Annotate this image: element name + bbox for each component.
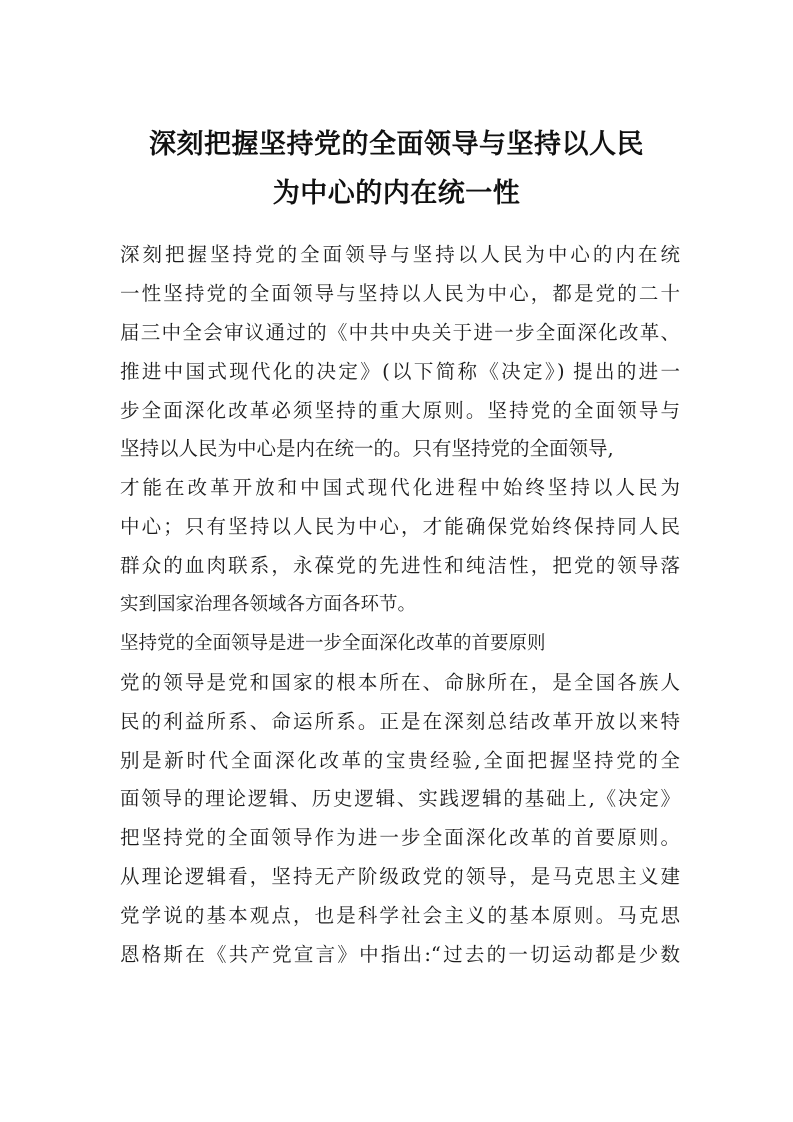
body-line: 才能在改革开放和中国式现代化进程中始终坚持以人民为 (120, 476, 680, 500)
body-line: 群众的血肉联系，永葆党的先进性和纯洁性，把党的领导落 (120, 554, 680, 578)
body-line: 恩格斯在《共产党宣言》中指出:“过去的一切运动都是少数 (120, 943, 680, 967)
document-title-line-1: 深刻把握坚持党的全面领导与坚持以人民 (149, 129, 644, 160)
body-line: 深刻把握坚持党的全面领导与坚持以人民为中心的内在统 (120, 243, 680, 266)
body-line: 党的领导是党和国家的根本所在、命脉所在，是全国各族人 (120, 670, 680, 694)
body-line: 面领导的理论逻辑、历史逻辑、实践逻辑的基础上,《决定》 (120, 787, 680, 811)
body-line: 坚持以人民为中心是内在统一的。只有坚持党的全面领导, (120, 437, 614, 461)
body-line: 推进中国式现代化的决定》(以下简称《决定》) 提出的进一 (120, 359, 680, 383)
body-line: 届三中全会审议通过的《中共中央关于进一步全面深化改革、 (120, 320, 680, 344)
body-line: 把坚持党的全面领导作为进一步全面深化改革的首要原则。 (120, 826, 680, 850)
body-line: 步全面深化改革必须坚持的重大原则。坚持党的全面领导与 (120, 398, 680, 422)
document-title-line-2: 为中心的内在统一性 (272, 178, 521, 209)
body-line: 实到国家治理各领域各方面各环节。 (120, 594, 417, 616)
body-line: 一性坚持党的全面领导与坚持以人民为中心，都是党的二十 (120, 281, 680, 305)
body-line: 民的利益所系、命运所系。正是在深刻总结改革开放以来特 (120, 709, 680, 733)
body-line: 中心；只有坚持以人民为中心，才能确保党始终保持同人民 (120, 515, 680, 539)
body-line: 别是新时代全面深化改革的宝贵经验,全面把握坚持党的全 (120, 748, 680, 772)
document-body (120, 236, 680, 975)
body-line: 党学说的基本观点，也是科学社会主义的基本原则。马克思 (120, 904, 680, 928)
body-line: 从理论逻辑看，坚持无产阶级政党的领导，是马克思主义建 (120, 865, 680, 889)
body-line: 坚持党的全面领导是进一步全面深化改革的首要原则 (120, 632, 546, 654)
